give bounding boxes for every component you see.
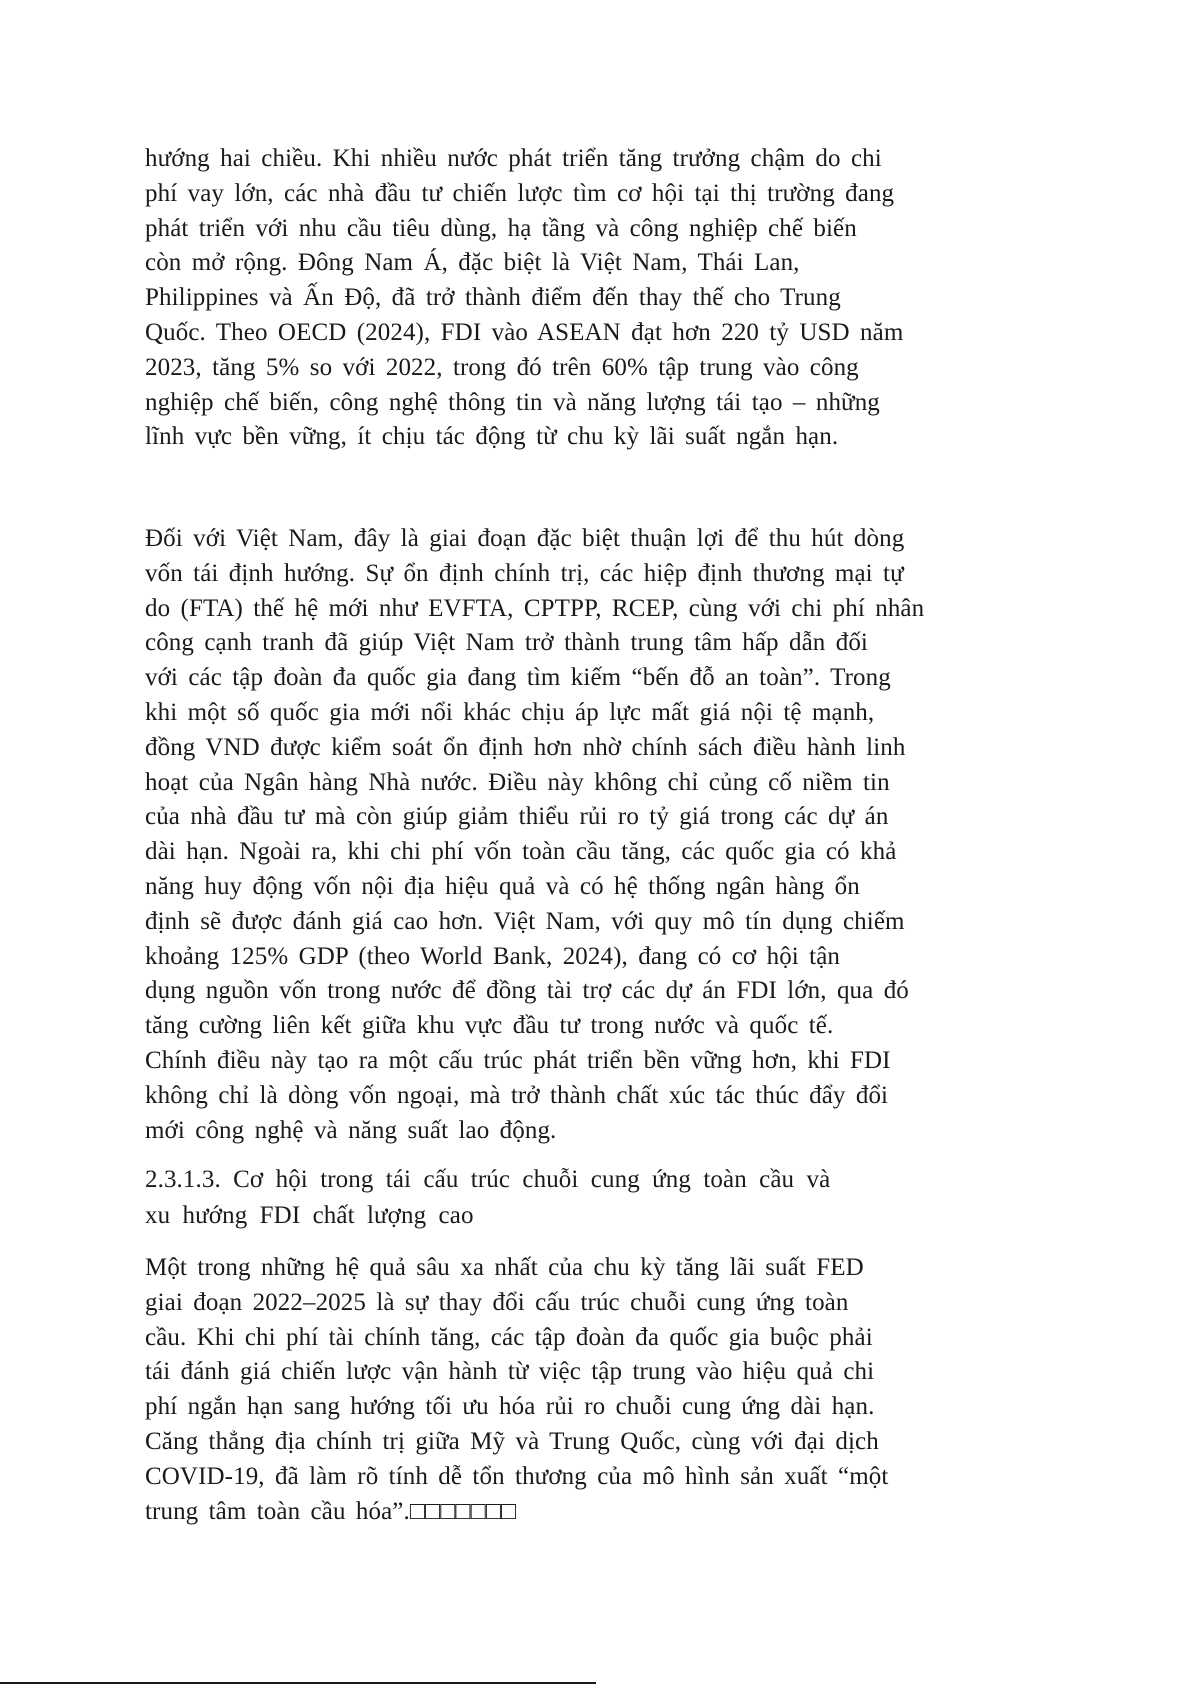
text-line: dụng nguồn vốn trong nước để đồng tài trợ các dự án FDI lớn, qua đó: [145, 977, 909, 1005]
text-line: Căng thẳng địa chính trị giữa Mỹ và Trung Quốc, cùng với đại dịch: [145, 1427, 879, 1455]
paragraph-supply-chain: [145, 1251, 1025, 1529]
text-line: hướng hai chiều. Khi nhiều nước phát triển tăng trưởng chậm do chi: [145, 145, 882, 172]
text-line: phí ngắn hạn sang hướng tối ưu hóa rủi ro chuỗi cung ứng dài hạn.: [145, 1393, 875, 1421]
text-line: Đối với Việt Nam, đây là giai đoạn đặc biệt thuận lợi để thu hút dòng: [145, 525, 905, 552]
text-line: không chỉ là dòng vốn ngoại, mà trở thành chất xúc tác thúc đẩy đổi: [145, 1081, 889, 1109]
text-line: dài hạn. Ngoài ra, khi chi phí vốn toàn cầu tăng, các quốc gia có khả: [145, 838, 897, 866]
text-line: của nhà đầu tư mà còn giúp giảm thiểu rủi ro tỷ giá trong các dự án: [145, 803, 889, 831]
text-line: định sẽ được đánh giá cao hơn. Việt Nam, với quy mô tín dụng chiếm: [145, 907, 905, 935]
text-line: Một trong những hệ quả sâu xa nhất của chu kỳ tăng lãi suất FED: [145, 1254, 864, 1281]
text-line: tái đánh giá chiến lược vận hành từ việc tập trung vào hiệu quả chi: [145, 1358, 875, 1386]
heading-line: xu hướng FDI chất lượng cao: [145, 1202, 474, 1229]
text-line: nghiệp chế biến, công nghệ thông tin và năng lượng tái tạo – những: [145, 388, 880, 416]
text-line: trung tâm toàn cầu hóa”.□□□□□□□: [145, 1497, 517, 1525]
heading-line: 2.3.1.3. Cơ hội trong tái cấu trúc chuỗi cung ứng toàn cầu và: [145, 1166, 831, 1193]
text-line: còn mở rộng. Đông Nam Á, đặc biệt là Việt Nam, Thái Lan,: [145, 249, 800, 277]
text-line: khoảng 125% GDP (theo World Bank, 2024), đang có cơ hội tận: [145, 942, 841, 970]
text-line: lĩnh vực bền vững, ít chịu tác động từ chu kỳ lãi suất ngắn hạn.: [145, 423, 839, 451]
text-line: tăng cường liên kết giữa khu vực đầu tư trong nước và quốc tế.: [145, 1012, 834, 1040]
text-line: phát triển với nhu cầu tiêu dùng, hạ tầng và công nghiệp chế biến: [145, 214, 857, 242]
text-line: với các tập đoàn đa quốc gia đang tìm kiếm “bến đỗ an toàn”. Trong: [145, 664, 891, 692]
text-line: vốn tái định hướng. Sự ổn định chính trị, các hiệp định thương mại tự: [145, 559, 904, 587]
text-line: công cạnh tranh đã giúp Việt Nam trở thành trung tâm hấp dẫn đối: [145, 629, 868, 657]
paragraph-fdi-asean: [145, 142, 1025, 455]
footnote-separator: [0, 1682, 596, 1684]
text-line: mới công nghệ và năng suất lao động.: [145, 1116, 557, 1144]
text-line: khi một số quốc gia mới nổi khác chịu áp lực mất giá nội tệ mạnh,: [145, 698, 875, 726]
text-line: hoạt của Ngân hàng Nhà nước. Điều này không chỉ củng cố niềm tin: [145, 768, 890, 796]
text-line: Quốc. Theo OECD (2024), FDI vào ASEAN đạt hơn 220 tỷ USD năm: [145, 318, 904, 346]
text-line: 2023, tăng 5% so với 2022, trong đó trên 60% tập trung vào công: [145, 353, 859, 381]
text-line: đồng VND được kiểm soát ổn định hơn nhờ chính sách điều hành linh: [145, 733, 906, 761]
text-line: năng huy động vốn nội địa hiệu quả và có hệ thống ngân hàng ổn: [145, 872, 860, 900]
text-line: phí vay lớn, các nhà đầu tư chiến lược tìm cơ hội tại thị trường đang: [145, 179, 895, 207]
text-line: do (FTA) thế hệ mới như EVFTA, CPTPP, RCEP, cùng với chi phí nhân: [145, 594, 925, 622]
text-line: giai đoạn 2022–2025 là sự thay đổi cấu trúc chuỗi cung ứng toàn: [145, 1288, 849, 1316]
text-line: cầu. Khi chi phí tài chính tăng, các tập đoàn đa quốc gia buộc phải: [145, 1323, 873, 1351]
text-line: Chính điều này tạo ra một cấu trúc phát triển bền vững hơn, khi FDI: [145, 1046, 891, 1074]
text-line: COVID-19, đã làm rõ tính dễ tổn thương của mô hình sản xuất “một: [145, 1462, 889, 1490]
section-heading: [145, 1162, 1025, 1234]
paragraph-vietnam-opportunity: [145, 522, 1025, 1148]
text-line: Philippines và Ấn Độ, đã trở thành điểm đến thay thế cho Trung: [145, 284, 841, 312]
